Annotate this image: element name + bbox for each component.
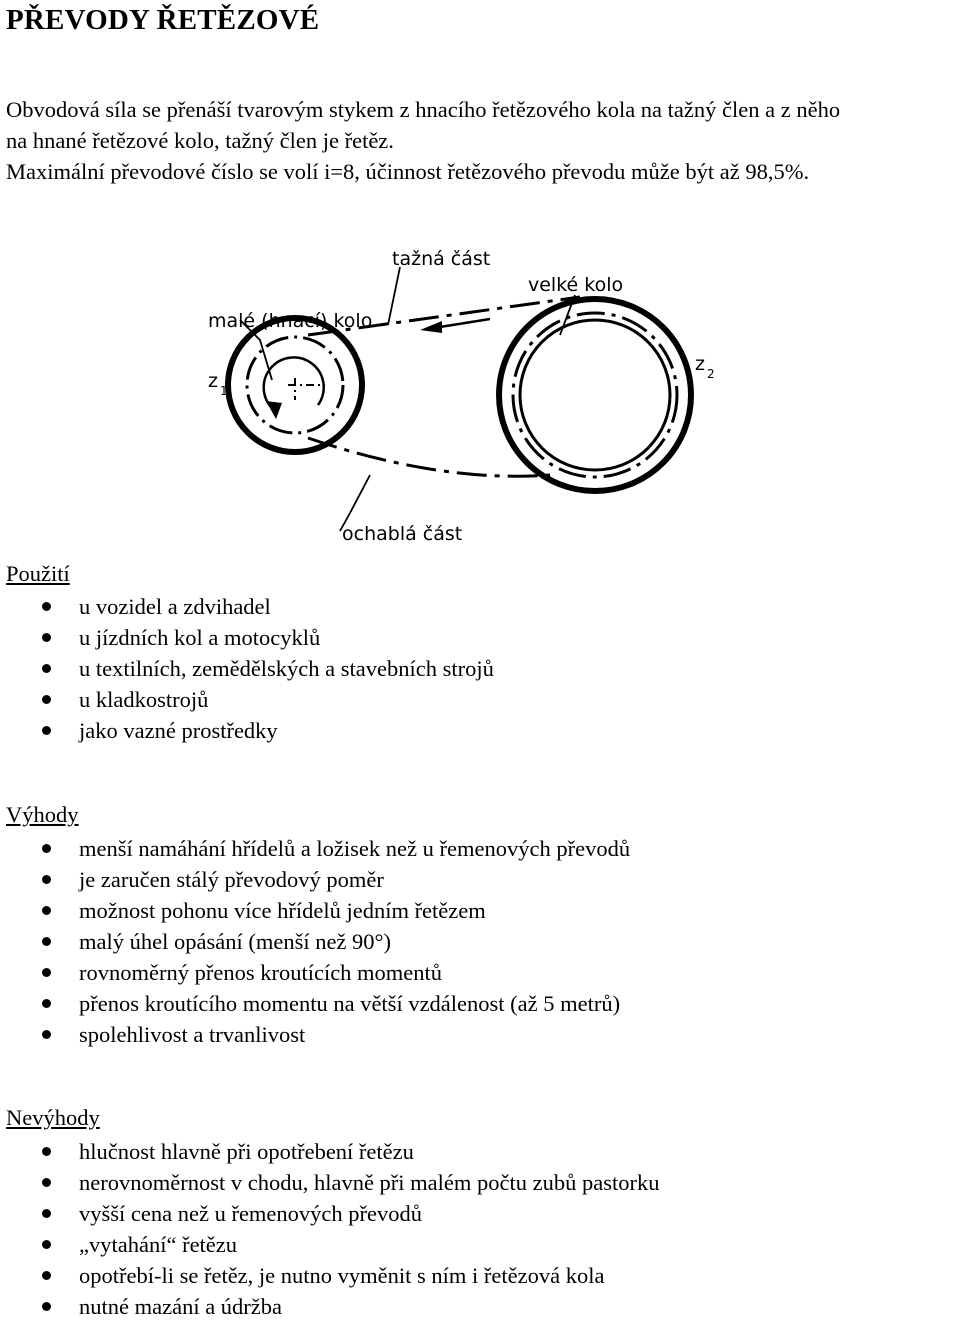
list-item-text: nutné mazání a údržba xyxy=(79,1294,283,1319)
label-z1-sub: 1 xyxy=(220,384,228,398)
list-item-text: hlučnost hlavně při opotřebení řetězu xyxy=(79,1139,414,1164)
bullet-icon xyxy=(42,968,51,977)
list-item xyxy=(0,1167,660,1198)
bullet-icon xyxy=(42,875,51,884)
advantages-list xyxy=(0,833,630,1050)
list-item-text: opotřebí-li se řetěz, je nutno vyměnit s ním i řetězová kola xyxy=(79,1263,605,1288)
list-item-text: menší namáhání hřídelů a ložisek než u řemenových převodů xyxy=(79,836,631,861)
chain-drive-diagram xyxy=(190,235,730,555)
label-big-sprocket: velké kolo xyxy=(528,274,624,296)
intro-line: Maximální převodové číslo se volí i=8, účinnost řetězového převodu může být až 98,5%. xyxy=(6,159,810,184)
label-z1: z xyxy=(208,370,218,392)
bullet-icon xyxy=(42,726,51,735)
list-item xyxy=(0,988,630,1019)
list-item xyxy=(0,684,494,715)
list-item-text: jako vazné prostředky xyxy=(79,718,278,743)
list-item xyxy=(0,653,494,684)
list-item xyxy=(0,1019,630,1050)
list-item-text: je zaručen stálý převodový poměr xyxy=(79,867,384,892)
label-slack-side: ochablá část xyxy=(342,523,463,545)
label-tight-side: tažná část xyxy=(392,248,491,270)
bullet-icon xyxy=(42,664,51,673)
intro-line: na hnané řetězové kolo, tažný člen je řetěz. xyxy=(6,128,394,153)
page-title: PŘEVODY ŘETĚZOVÉ xyxy=(6,4,320,36)
rotation-arrow-head xyxy=(266,401,282,419)
bullet-icon xyxy=(42,1240,51,1249)
section-heading-advantages: Výhody xyxy=(6,802,79,827)
list-item xyxy=(0,1229,660,1260)
bullet-icon xyxy=(42,844,51,853)
intro-paragraph xyxy=(6,94,960,187)
list-item xyxy=(0,833,630,864)
bullet-icon xyxy=(42,1030,51,1039)
list-item xyxy=(0,864,630,895)
list-item-text: „vytahání“ řetězu xyxy=(79,1232,238,1257)
uses-list xyxy=(0,591,494,746)
list-item xyxy=(0,1136,660,1167)
list-item-text: přenos kroutícího momentu na větší vzdálenost (až 5 metrů) xyxy=(79,991,621,1016)
list-item-text: u textilních, zemědělských a stavebních strojů xyxy=(79,656,494,681)
list-item-text: nerovnoměrnost v chodu, hlavně při malém počtu zubů pastorku xyxy=(79,1170,660,1195)
label-small-sprocket: malé (hnací) kolo xyxy=(208,310,373,332)
big-sprocket-inner xyxy=(520,320,670,470)
list-item-text: spolehlivost a trvanlivost xyxy=(79,1022,306,1047)
bullet-icon xyxy=(42,906,51,915)
label-z2-sub: 2 xyxy=(707,367,715,381)
disadvantages-list xyxy=(0,1136,660,1322)
intro-line: Obvodová síla se přenáší tvarovým stykem z hnacího řetězového kola na tažný člen a z něho xyxy=(6,97,841,122)
bullet-icon xyxy=(42,1209,51,1218)
bullet-icon xyxy=(42,1178,51,1187)
section-heading-disadvantages: Nevýhody xyxy=(6,1105,100,1130)
list-item-text: malý úhel opásání (menší než 90°) xyxy=(79,929,392,954)
bullet-icon xyxy=(42,1271,51,1280)
bullet-icon xyxy=(42,1147,51,1156)
list-item xyxy=(0,622,494,653)
bullet-icon xyxy=(42,999,51,1008)
big-sprocket-pitch xyxy=(513,313,677,477)
list-item xyxy=(0,1291,660,1322)
list-item-text: rovnoměrný přenos kroutících momentů xyxy=(79,960,443,985)
list-item-text: u jízdních kol a motocyklů xyxy=(79,625,321,650)
list-item xyxy=(0,1260,660,1291)
list-item xyxy=(0,895,630,926)
list-item-text: u vozidel a zdvihadel xyxy=(79,594,271,619)
list-item xyxy=(0,957,630,988)
list-item xyxy=(0,926,630,957)
list-item xyxy=(0,1198,660,1229)
list-item-text: možnost pohonu více hřídelů jedním řetězem xyxy=(79,898,486,923)
section-heading-uses: Použití xyxy=(6,561,70,586)
big-sprocket-outer xyxy=(499,299,691,491)
list-item xyxy=(0,591,494,622)
label-z2: z xyxy=(695,353,705,375)
bullet-icon xyxy=(42,1302,51,1311)
bullet-icon xyxy=(42,695,51,704)
list-item-text: u kladkostrojů xyxy=(79,687,209,712)
direction-arrow xyxy=(440,319,490,327)
bullet-icon xyxy=(42,937,51,946)
direction-arrow-head xyxy=(420,321,442,333)
list-item xyxy=(0,715,494,746)
bullet-icon xyxy=(42,633,51,642)
list-item-text: vyšší cena než u řemenových převodů xyxy=(79,1201,423,1226)
bullet-icon xyxy=(42,602,51,611)
